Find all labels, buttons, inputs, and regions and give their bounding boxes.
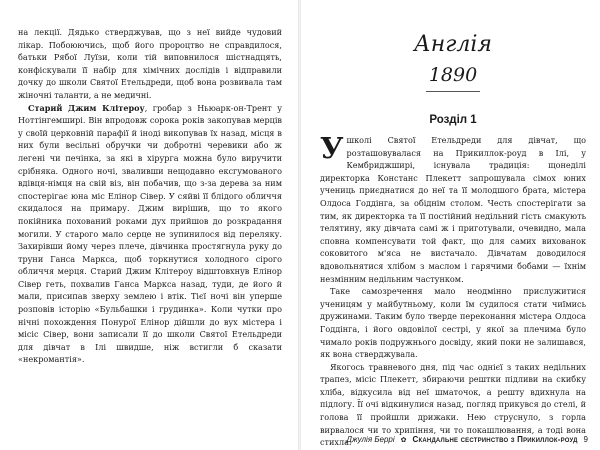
footer-ornament-icon: ✿	[400, 436, 407, 444]
left-paragraph-1: на лекції. Дядько стверджував, що з неї вийде чудовий лікар. Побоюючись, щоб його пророцтво не справдилося, батьки Рябої Луїзи, коли тій виповнилося шістнадцять, конфіскували її набір для хімічних дослідів і відправили дочку до школи Святої Етельдреди, щоб вона розвивала там жіночні таланти, а не медичні.	[18, 27, 282, 100]
heading-underline	[426, 91, 480, 92]
right-page	[304, 0, 600, 450]
left-page	[0, 0, 296, 450]
right-paragraph-1-text: школі Святої Етельдреди для дівчат, що розташовувалася на Прикиллок-роуд в Ілі, у Кембриджширі, існувала традиція: щонеділі директорка Констанс Плекетт запрошувала сімох юних учениць приєднатися до неї та її молодшого брата, містера Олдоса Годдінга, за обіднім столом. Честь спостерігати за тим, як директорка та її постійний недільний гість смакують телятину, яку дівчата самі ж і приготували, очевидно, мала сповна компенсувати той факт, що для самих вихованок соковитого м'яса не вистачало. Дівчатам доводилося вдовольнятися хлібом з маслом і гарячими бобами — їхнім незмінним недільним частунком.	[320, 135, 586, 284]
book-gutter	[298, 0, 301, 450]
left-paragraph-2-text: , гробар з Ньюарк-он-Трент у Ноттінгемширі. Він впродовж сорока років закопував мерців у своїй церковній парафії й іноді викопував їх назад, місця в них були весільні обручки чи добротні черевики або ж легені чи печінка, за які в хірурга можна було виручити срібняка. Одного ночі, зваливши нещодавно ексгумованого вдівця-німця на свій віз, він побачив, що з-за дерева за ним спостерігає юна міс Елінор Сівер. У сяйві її блідого обличчя скидалося на примару. Джим вирішив, що то якого покійника похований роками дух прийшов до розкрадання могили. У старого мало серце не зупинилося від переляку. Захирівши йому через плече, дівчинка простягнула руку до труни Ганса Маркса, щоб торкнутися холодного сірого обличчя мерця. Старий Джим Клітероу відштовхнув Елінор Сівер геть, похвалив Ганса Маркса назад, туди, де його й мали, присипав зверху землею і втік. Тієї ночі він уперше розповів історію «Бульбашки і грудинка». Коли чутки про нічні похождення Понурої Елінор дійшли до вух містера і місіс Сівер, вони записали її до школи Святої Етельдреди для дівчат в Ілі швидше, ніж встигли б сказати «некромантія».	[18, 102, 282, 365]
page-number: 9	[583, 435, 588, 444]
footer-book-title: Скандальне сестринство з Прикиллок-роуд	[412, 435, 578, 444]
right-paragraph-2: Таке самозречення мало неодмінно прислужитися ученицям у майбутньому, коли їм судилося стати чиїмись дружинами. Таким було тверде переконання містера Олдоса Годдінга, і його овдовілої сестрі, у якої за плечима було чимало років подружнього досвіду, який поки не залишався, як вона стверджувала.	[320, 286, 586, 360]
heading-year: 1890	[428, 64, 478, 86]
chapter-title: Розділ 1	[429, 114, 477, 126]
part-heading	[320, 32, 586, 92]
heading-country: Англія	[414, 32, 492, 57]
right-paragraph-1	[320, 131, 586, 285]
drop-cap: У	[320, 131, 344, 165]
page-footer	[346, 435, 588, 444]
left-paragraph-2	[18, 102, 282, 366]
right-paragraph-3: Якогось травневого дня, під час однієї з таких недільних трапез, місіс Плекетт, збираючи рештки підливи на скибку хліба, відкусила від неї шматочок, а решту вдихнула на підлогу. Її очі відкинулися назад, погляд прикувся до стелі, й голова її пройшли дрижаки. Нею струснуло, з горла вирвалося чи то хрипіння, чи то покашлювання, а тоді вона стихла.	[320, 361, 586, 448]
footer-author: Джулія Беррі	[346, 435, 395, 444]
left-paragraph-2-lead: Старий Джим Клітероу	[28, 102, 145, 113]
